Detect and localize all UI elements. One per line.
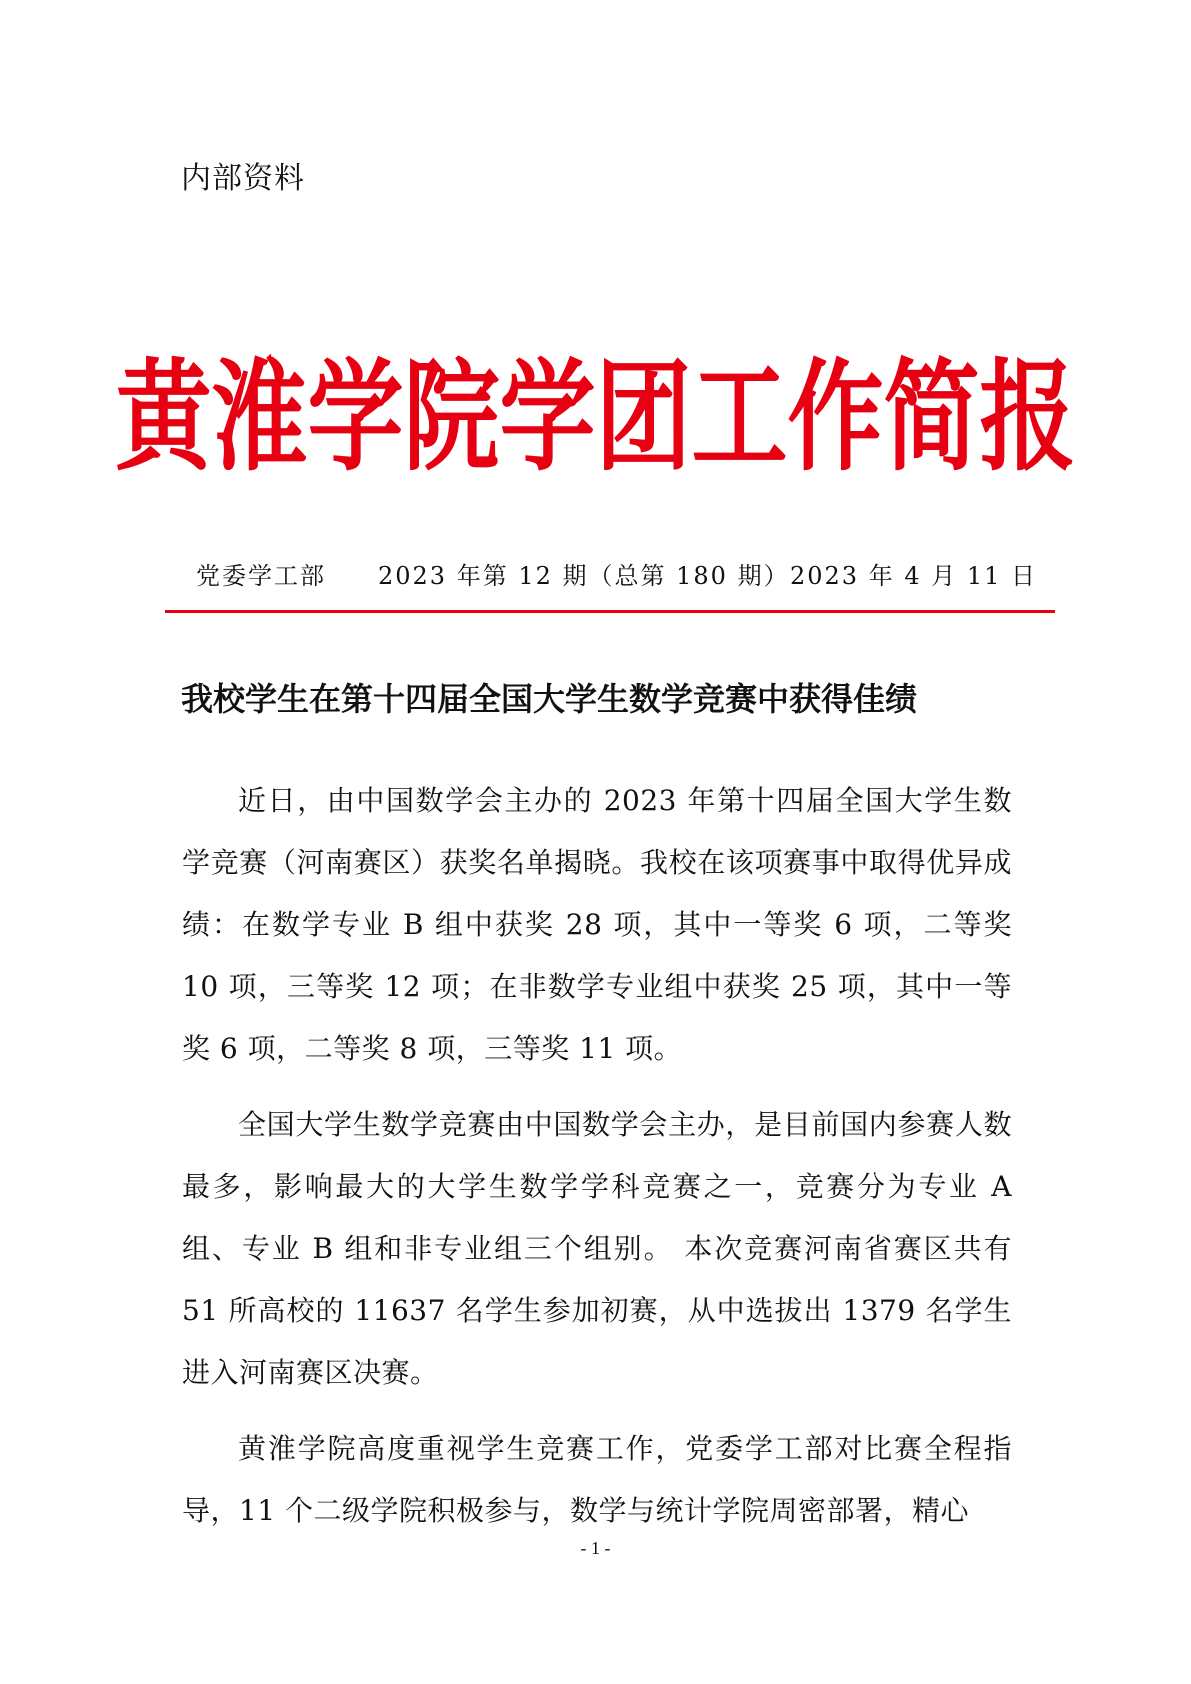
article-paragraph: 全国大学生数学竞赛由中国数学会主办，是目前国内参赛人数最多，影响最大的大学生数学学科竞赛之一，竞赛分为专业 A 组、专业 B 组和非专业组三个组别。 本次竞赛河南省赛区共有 51 所高校的 11637 名学生参加初赛，从中选拔出 1379 名学生进入河南赛区决赛。 — [182, 1108, 1012, 1389]
article-paragraph: 近日，由中国数学会主办的 2023 年第十四届全国大学生数学竞赛（河南赛区）获奖名单揭晓。我校在该项赛事中取得优异成绩：在数学专业 B 组中获奖 28 项，其中一等奖 6 项，二等奖 10 项，三等奖 12 项；在非数学专业组中获奖 25 项，其中一等奖 6 项，二等奖 8 项，三等奖 11 项。 — [182, 784, 1012, 1065]
masthead-text: 黄淮学院学团工作简报 — [115, 345, 1076, 487]
issue-date: 2023 年 4 月 11 日 — [790, 562, 1038, 590]
article-title: 我校学生在第十四届全国大学生数学竞赛中获得佳绩 — [181, 680, 918, 718]
article-body — [182, 770, 1012, 1556]
internal-material-label: 内部资料 — [181, 161, 305, 196]
red-divider-rule — [165, 610, 1055, 613]
issuing-department: 党委学工部 — [196, 562, 326, 590]
bulletin-masthead — [0, 345, 1191, 502]
issue-number: 2023 年第 12 期（总第 180 期） — [378, 562, 790, 590]
page-number: - 1 - — [580, 1538, 611, 1558]
article-paragraph: 黄淮学院高度重视学生竞赛工作，党委学工部对比赛全程指导，11 个二级学院积极参与，数学与统计学院周密部署，精心 — [182, 1432, 1012, 1527]
